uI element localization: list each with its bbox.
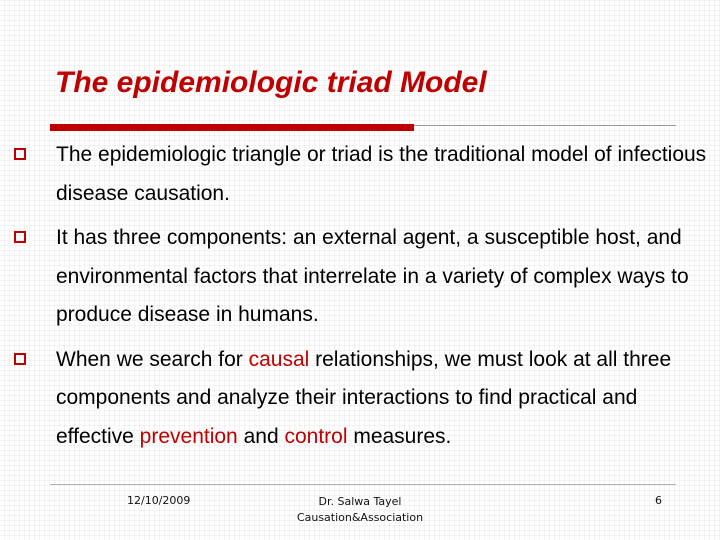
bullet-text-segment: measures. [347, 424, 452, 448]
highlighted-term: prevention [139, 424, 238, 448]
highlighted-term: causal [248, 347, 310, 371]
page-number: 6 [655, 494, 662, 507]
footer-author-name: Dr. Salwa Tayel [318, 495, 402, 508]
bullet-item [14, 219, 714, 335]
bullet-text [56, 226, 689, 326]
bullet-text-segment: relationships, we must look at all three components and analyze their interactions to find practical and effective [56, 347, 672, 448]
square-bullet-icon [14, 231, 26, 243]
bullet-list [14, 136, 714, 462]
bullet-item [14, 136, 714, 213]
bullet-text-segment: and [237, 424, 285, 448]
bullet-text [56, 143, 706, 205]
footer-author-topic: Causation&Association [296, 511, 424, 524]
square-bullet-icon [14, 148, 26, 160]
bullet-text [56, 348, 671, 448]
footer-divider-line [50, 484, 676, 485]
footer-date: 12/10/2009 [127, 494, 191, 507]
footer-author [260, 494, 460, 526]
bullet-text-segment: When we search for [56, 347, 249, 371]
bullet-item [14, 341, 714, 457]
bullet-text-segment: The epidemiologic triangle or triad is the traditional model of infectious disease causation. [56, 143, 707, 205]
bullet-text-segment: It has three components: an external agent, a susceptible host, and environmental factors that interrelate in a variety of complex ways to produce disease in humans. [56, 226, 689, 326]
square-bullet-icon [14, 353, 26, 365]
highlighted-term: control [284, 424, 348, 448]
slide-title: The epidemiologic triad Model [55, 66, 487, 99]
title-accent-bar [50, 124, 414, 131]
title-divider-line [414, 125, 676, 126]
